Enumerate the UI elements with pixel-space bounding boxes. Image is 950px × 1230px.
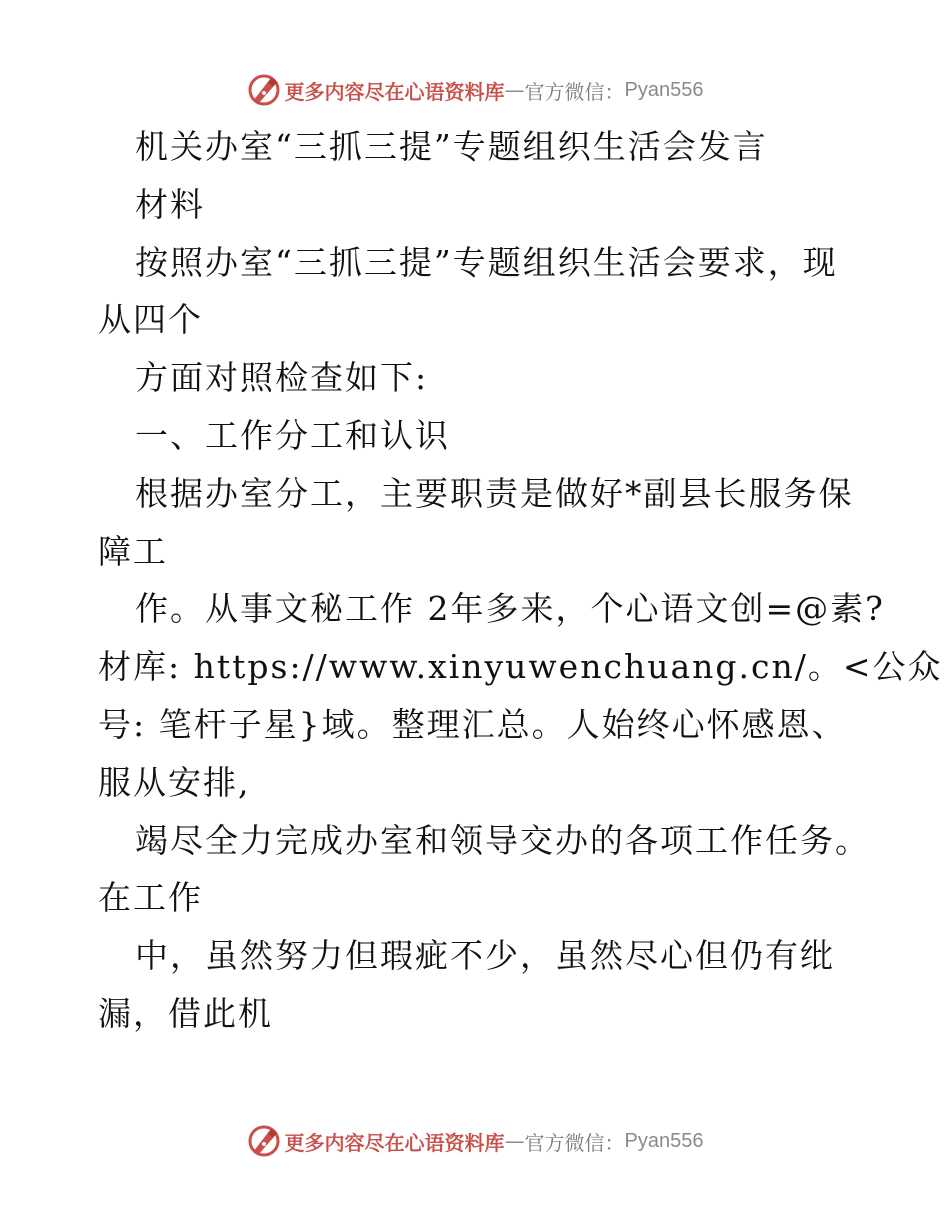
paragraph-line: 中，虽然努力但瑕疵不少，虽然尽心但仍有纰 [135,936,835,976]
watermark-separator: — [504,78,525,102]
paragraph-line: 材库: https://www.xinyuwenchuang.cn/。<公众 [98,647,943,687]
document-title-line-2: 材料 [135,184,205,224]
pen-nib-logo-icon [247,73,281,107]
watermark-brand: 更多内容尽在心语资料库 [284,1130,505,1155]
watermark-wechat-label: 官方微信： [524,1130,625,1155]
paragraph-line: 在工作 [98,878,203,918]
document-title-line-1: 机关办室“三抓三提”专题组织生活会发言 [135,127,768,166]
paragraph-line: 服从安排, [98,762,251,802]
paragraph-line: 按照办室“三抓三提”专题组织生活会要求，现 [135,242,838,282]
paragraph-line: 竭尽全力完成办室和领导交办的各项工作任务。 [135,820,870,860]
document-body [98,118,943,1043]
paragraph-line: 根据办室分工，主要职责是做好*副县长服务保 [135,473,854,513]
watermark-brand: 更多内容尽在心语资料库 [284,79,505,104]
paragraph-line: 障工 [98,531,168,571]
header-watermark [0,70,950,110]
paragraph-line: 号: 笔杆子星}域。整理汇总。人始终心怀感恩、 [98,704,847,744]
paragraph-line: 漏，借此机 [98,993,273,1033]
watermark-wechat-label: 官方微信： [524,79,625,104]
watermark-wechat-id: Pyan556 [624,78,704,101]
paragraph-line: 作。从事文秘工作 2年多来，个心语文创=@素? [135,589,885,629]
watermark-wechat-id: Pyan556 [624,1129,704,1152]
paragraph-line: 方面对照检查如下: [135,358,429,398]
watermark-separator: — [504,1129,525,1153]
pen-nib-logo-icon [247,1124,281,1158]
footer-watermark [0,1121,950,1161]
section-heading: 一、工作分工和认识 [135,415,450,455]
paragraph-line: 从四个 [98,300,203,340]
